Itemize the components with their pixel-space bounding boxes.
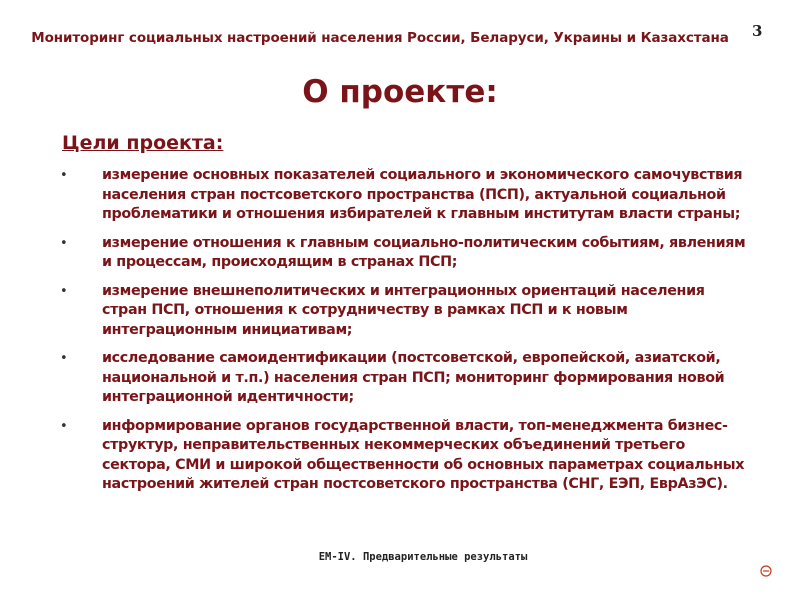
bullet-icon: • (60, 351, 68, 366)
list-item (60, 234, 750, 273)
header-title: Мониторинг социальных настроений населения России, Беларуси, Украины и Казахстана (31, 30, 729, 46)
bullet-icon: • (60, 168, 68, 183)
bullet-icon: • (60, 418, 68, 434)
list-item (60, 166, 750, 225)
goal-text: измерение основных показателей социального и экономического самочувствия населения стран постсоветского пространства (ПСП), актуальной социальной проблематики и отношения избирателей к главным институтам власти страны; (102, 167, 743, 222)
navigation-circle-icon[interactable] (760, 565, 772, 577)
list-item (60, 282, 750, 341)
page-title: О проекте: (302, 74, 498, 110)
goals-list (60, 166, 750, 504)
goal-text: измерение внешнеполитических и интеграционных ориентаций населения стран ПСП, отношения к сотрудничеству в рамках ПСП и к новым интеграционным инициативам; (102, 282, 705, 338)
bullet-icon: • (60, 283, 68, 299)
goal-text: информирование органов государственной власти, топ-менеджмента бизнес-структур, неправительственных некоммерческих объединений третьего сектора, СМИ и широкой общественности об основных параметрах социальных настроений жителей стран постсоветского пространства (СНГ, ЕЭП, ЕврАзЭС). (102, 417, 745, 492)
goal-text: измерение отношения к главным социально-политическим событиям, явлениям и процессам, происходящим в странах ПСП; (102, 234, 746, 270)
list-item (60, 417, 750, 495)
section-subtitle: Цели проекта: (62, 132, 224, 154)
bullet-icon: • (60, 235, 68, 251)
list-item (60, 349, 750, 408)
footer-text: EM-IV. Предварительные результаты (318, 551, 528, 563)
page-number: 3 (752, 22, 763, 40)
goal-text: исследование самоидентификации (постсоветской, европейской, азиатской, национальной и т.п.) населения стран ПСП; мониторинг формирования новой интеграционной идентичности; (102, 350, 725, 405)
